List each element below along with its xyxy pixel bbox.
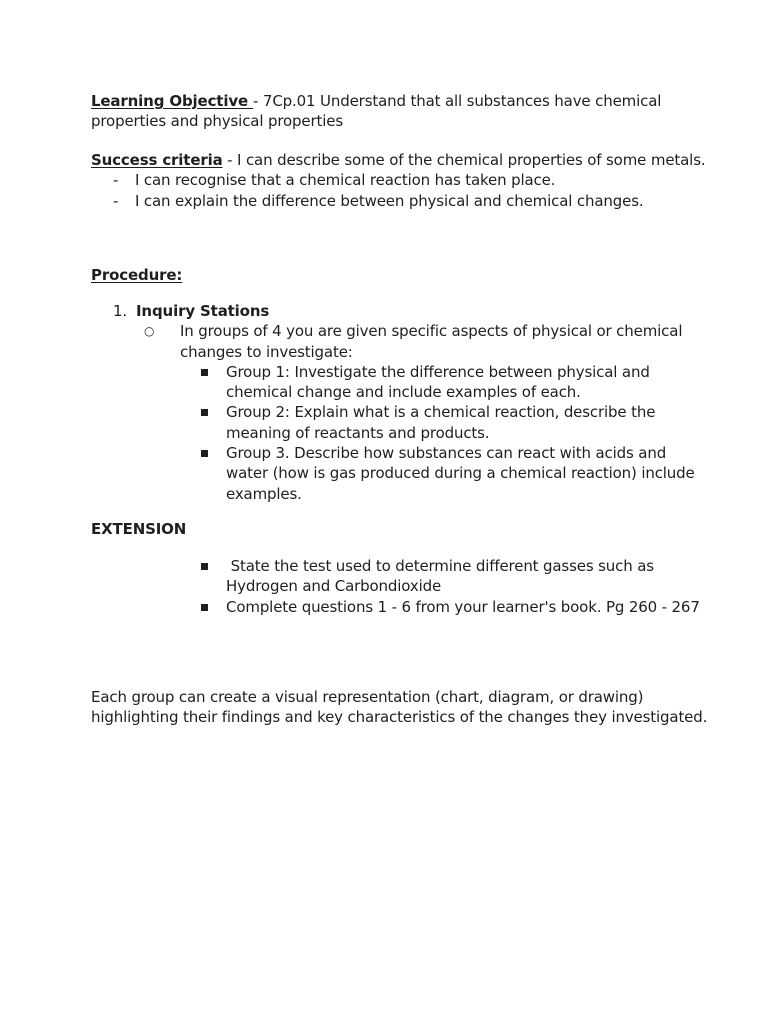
square-bullet-icon	[201, 604, 208, 611]
success-criteria-label: Success criteria	[91, 151, 223, 169]
success-criteria-text: - I can describe some of the chemical properties of some metals.	[222, 151, 706, 169]
list-item: ○ In groups of 4 you are given specific aspects of physical or chemical changes to investigate:	[144, 322, 683, 361]
list-item: Group 1: Investigate the difference between physical and chemical change and include examples of each.	[91, 362, 708, 403]
list-item: Group 2: Explain what is a chemical reaction, describe the meaning of reactants and products.	[91, 402, 708, 443]
procedure-heading: Procedure:	[91, 266, 183, 284]
square-bullet-icon	[201, 450, 208, 457]
dash-bullet-icon: -	[113, 171, 119, 190]
procedure-list	[91, 301, 708, 504]
closing-paragraph: Each group can create a visual representation (chart, diagram, or drawing) highlighting their findings and key characteristics of the changes they investigated.	[91, 688, 708, 727]
list-item: Group 3. Describe how substances can react with acids and water (how is gas produced during a chemical reaction) include examples.	[91, 443, 708, 504]
extension-list	[91, 556, 708, 617]
list-item: State the test used to determine different gasses such as Hydrogen and Carbondioxide	[91, 556, 708, 597]
list-item: - I can explain the difference between physical and chemical changes.	[113, 191, 644, 210]
square-bullet-icon	[201, 563, 208, 570]
step-title: Inquiry Stations	[136, 302, 270, 320]
success-criteria	[91, 150, 708, 211]
circle-bullet-icon: ○	[144, 324, 155, 339]
list-item: - I can recognise that a chemical reaction has taken place.	[113, 171, 556, 190]
list-item	[91, 301, 708, 321]
learning-objective-label: Learning Objective	[91, 92, 254, 110]
dash-bullet-icon: -	[113, 191, 119, 210]
learning-objective	[91, 91, 708, 132]
square-bullet-icon	[201, 369, 208, 376]
square-bullet-icon	[201, 409, 208, 416]
learning-objective-text: - 7Cp.01 Understand that all substances have chemical properties and physical properties	[91, 92, 662, 131]
extension-heading: EXTENSION	[91, 520, 187, 538]
list-item: Complete questions 1 - 6 from your learner's book. Pg 260 - 267	[91, 597, 708, 617]
step-number: 1.	[113, 302, 128, 320]
